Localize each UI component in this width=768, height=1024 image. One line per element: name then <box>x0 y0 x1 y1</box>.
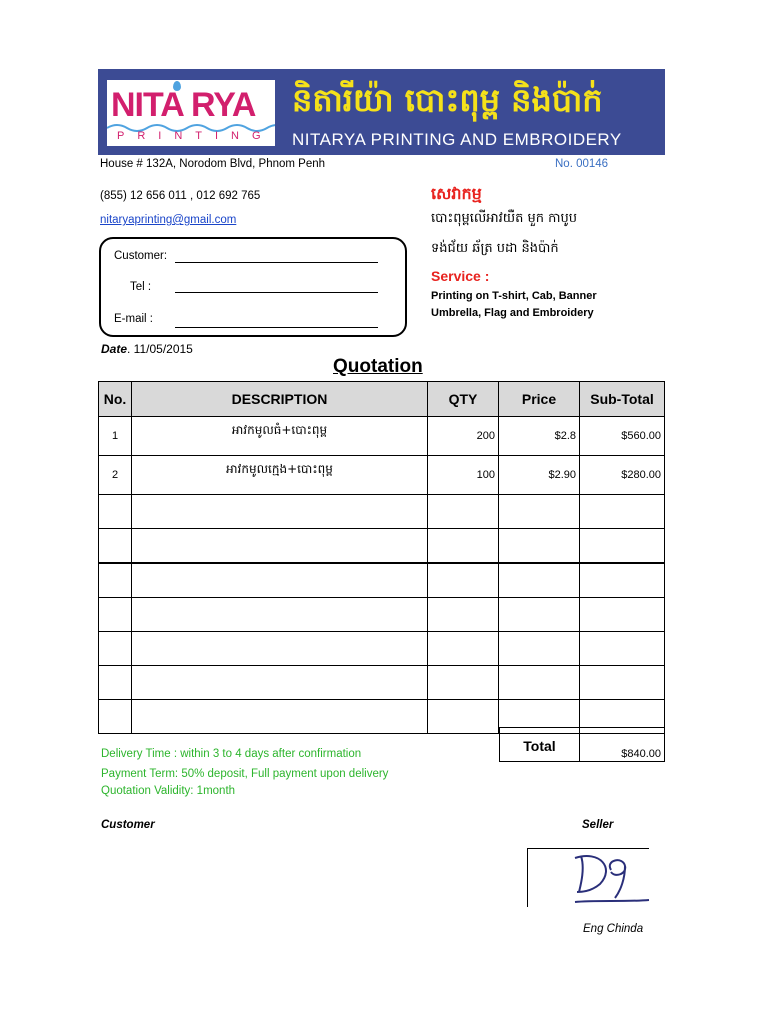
cell-description: អាវកមូលក្មេង+បោះពុម្ព <box>132 456 428 495</box>
logo-name: NITA RYA <box>111 86 256 124</box>
cell-qty: 100 <box>428 456 499 495</box>
cell-subtotal: $280.00 <box>580 456 665 495</box>
services-khmer-line-2: ទង់ជ័យ ឆ័ត្រ បដា និងប៉ាក់ <box>431 241 559 256</box>
table-header-row <box>99 382 665 417</box>
total-label-cell <box>499 727 580 762</box>
table-row-empty <box>99 495 665 529</box>
col-header-subtotal: Sub-Total <box>580 382 665 417</box>
page-title: Quotation <box>333 356 423 377</box>
cell-description: អាវកមូលធំ+បោះពុម្ព <box>132 417 428 456</box>
cell-qty: 200 <box>428 417 499 456</box>
company-email-link[interactable]: nitaryaprinting@gmail.com <box>100 214 237 226</box>
payment-term: Payment Term: 50% deposit, Full payment upon delivery <box>101 768 389 780</box>
total-value: $840.00 <box>621 748 661 760</box>
quotation-date <box>101 342 193 356</box>
cell-price: $2.8 <box>499 417 580 456</box>
table-row-empty <box>99 666 665 700</box>
services-khmer-line-1: បោះពុម្ពលើអាវយឺត មួក កាបូប <box>431 211 578 226</box>
quotation-validity: Quotation Validity: 1month <box>101 785 236 797</box>
table-row-empty <box>99 632 665 666</box>
total-value-cell <box>580 727 665 762</box>
cell-no: 1 <box>99 417 132 456</box>
table-row <box>99 417 665 456</box>
cell-no: 2 <box>99 456 132 495</box>
cell-price: $2.90 <box>499 456 580 495</box>
customer-field[interactable] <box>175 262 378 263</box>
col-header-price: Price <box>499 382 580 417</box>
tel-field[interactable] <box>175 292 378 293</box>
services-khmer-title: សេវាកម្ម <box>431 184 482 203</box>
date-value: . 11/05/2015 <box>127 342 193 356</box>
col-header-no: No. <box>99 382 132 417</box>
quotation-table <box>98 381 665 734</box>
email-field[interactable] <box>175 327 378 328</box>
table-row-empty <box>99 598 665 632</box>
customer-label: Customer: <box>114 250 168 262</box>
seller-signature <box>545 848 655 908</box>
company-logo <box>107 80 275 146</box>
total-label: Total <box>523 738 556 754</box>
cell-subtotal: $560.00 <box>580 417 665 456</box>
company-phone: (855) 12 656 011 , 012 692 765 <box>100 190 261 202</box>
table-row-empty <box>99 563 665 598</box>
logo-subtitle: PRINTING <box>117 130 274 142</box>
seller-name: Eng Chinda <box>583 923 644 935</box>
date-label: Date <box>101 342 128 356</box>
services-line-2: Umbrella, Flag and Embroidery <box>431 307 594 319</box>
email-label: E-mail : <box>114 313 153 325</box>
customer-signature-label: Customer <box>101 819 155 831</box>
delivery-time: Delivery Time : within 3 to 4 days after confirmation <box>101 748 362 760</box>
brand-english-name: NITARYA PRINTING AND EMBROIDERY <box>292 130 622 149</box>
services-line-1: Printing on T-shirt, Cab, Banner <box>431 290 597 302</box>
services-title: Service : <box>431 268 490 284</box>
brand-khmer-name: និតារីយ៉ា បោះពុម្ព និងប៉ាក់ <box>292 81 603 119</box>
seller-signature-label: Seller <box>582 819 614 831</box>
table-row <box>99 456 665 495</box>
tel-label: Tel : <box>130 281 152 293</box>
col-header-qty: QTY <box>428 382 499 417</box>
company-address: House # 132A, Norodom Blvd, Phnom Penh <box>100 158 326 170</box>
table-row-empty <box>99 529 665 564</box>
quotation-number: No. 00146 <box>555 158 609 170</box>
col-header-description: DESCRIPTION <box>132 382 428 417</box>
